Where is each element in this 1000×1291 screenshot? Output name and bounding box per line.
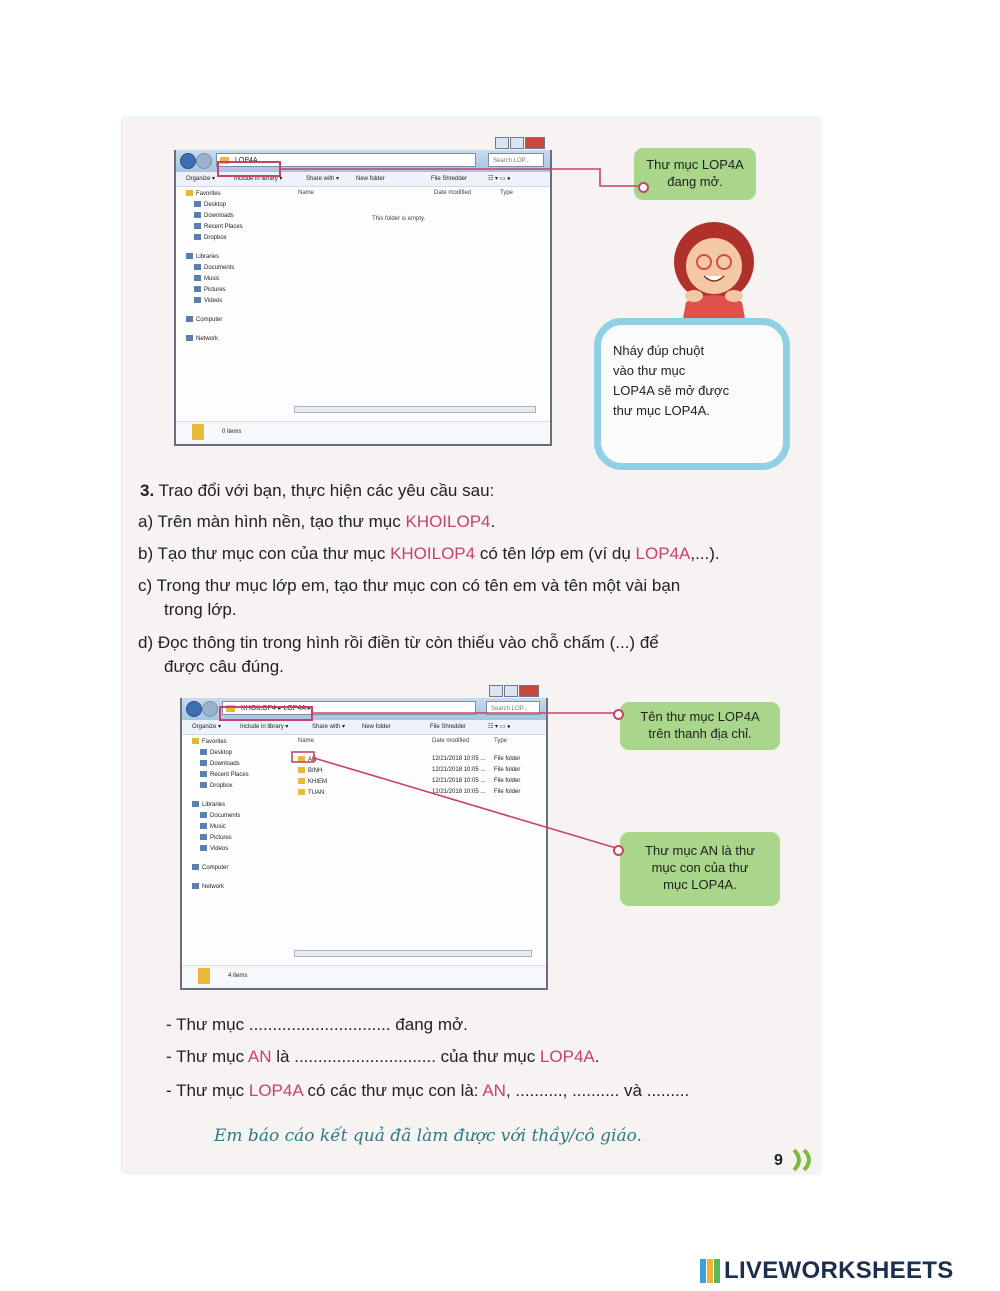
new-folder-button[interactable]: New folder [362,724,391,730]
highlight-khoilop4: KHOILOP4 [405,512,491,531]
sidebar-item-label: Pictures [204,287,226,293]
task-d-line2: được câu đúng. [164,657,284,676]
column-type[interactable]: Type [500,190,514,196]
sidebar-item-label: Dropbox [204,235,227,241]
footer-note: Em báo cáo kết quả đã làm được với thầy/cô giáo. [214,1126,642,1146]
folder-date: 12/21/2018 10:05 ... [432,778,486,784]
folder-icon [192,883,199,889]
sidebar-item-label: Favorites [202,739,227,745]
folder-type: File folder [494,778,521,784]
sidebar-item-label: Videos [210,846,229,852]
task-c-line1: c) Trong thư mục lớp em, tạo thư mục con có tên em và tên một vài bạn [138,576,681,595]
address-text: LOP4A [235,157,258,164]
task-d-line1: d) Đọc thông tin trong hình rồi điền từ còn thiếu vào chỗ chấm (...) để [138,633,659,652]
folder-name: AN [308,757,317,763]
column-date-modified[interactable]: Date modified [434,190,472,196]
fill-text: và [619,1081,647,1100]
file-shredder-button[interactable]: File Shredder [431,176,468,182]
fill-text: , [562,1081,573,1100]
callout-subfolder-an [620,832,780,906]
sidebar-item-label: Libraries [202,802,226,808]
girl-character-illustration [664,214,764,324]
new-folder-button[interactable]: New folder [356,176,385,182]
column-name[interactable]: Name [298,738,315,744]
sidebar-item-label: Pictures [210,835,232,841]
connector-dot [613,845,624,856]
folder-type: File folder [494,767,521,773]
sidebar-item-label: Downloads [204,213,234,219]
fill-text: là [271,1047,295,1066]
folder-name: KHIEM [308,779,328,785]
column-name[interactable]: Name [298,190,315,196]
task-a-end: . [490,512,496,531]
liveworksheets-logo-icon [700,1259,720,1283]
folder-date: 12/21/2018 10:05 ... [432,767,486,773]
share-with-menu[interactable]: Share with ▾ [312,724,346,730]
brand-text: LIVEWORKSHEETS [724,1257,954,1284]
highlight-khoilop4: KHOILOP4 [390,544,476,563]
highlight-lop4a: LOP4A [248,1081,303,1100]
bubble-line: LOP4A sẽ mở được [613,383,730,398]
callout-line: mục LOP4A. [663,877,737,892]
sidebar-item-label: Recent Places [210,772,249,778]
folder-name: TUAN [308,790,325,796]
bubble-line: vào thư mục [613,363,686,378]
fill-text: có các thư mục con là: [302,1081,483,1100]
task-a-text: a) Trên màn hình nền, tạo thư mục [138,512,406,531]
task-heading [140,480,494,502]
fill-line-2 [166,1046,599,1068]
item-count: 4 items [228,973,248,979]
callout-line: đang mở. [667,174,723,189]
task-number: 3. [140,481,155,500]
highlight-lop4a: LOP4A [635,544,691,563]
task-b [138,543,720,565]
sidebar-item-label: Computer [196,317,223,323]
column-date-modified[interactable]: Date modified [432,738,470,744]
callout-line: Thư mục LOP4A [646,157,744,172]
file-shredder-button[interactable]: File Shredder [430,724,467,730]
folder-date: 12/21/2018 10:05 ... [432,789,486,795]
task-b-text: b) Tạo thư mục con của thư mục [138,544,391,563]
callout-line: mục con của thư [651,860,749,875]
task-c-line2: trong lớp. [164,600,237,619]
sidebar-item-label: Network [202,884,225,890]
speech-bubble [594,318,790,470]
column-type[interactable]: Type [494,738,508,744]
page-number: 9 [774,1152,783,1169]
sidebar-item-label: Desktop [204,202,227,208]
fill-text: - Thư mục [166,1047,248,1066]
task-heading-text: Trao đổi với bạn, thực hiện các yêu cầu sau: [158,481,495,500]
folder-type: File folder [494,789,521,795]
fill-line-3 [166,1080,689,1102]
fill-text: . [594,1047,600,1066]
item-count: 0 items [222,429,242,435]
include-library-menu[interactable]: Include in library ▾ [240,724,289,730]
callout-line: Tên thư mục LOP4A [640,709,760,724]
status-bar [182,965,546,988]
task-b-end: ,...). [690,544,720,563]
callout-line: Thư mục AN là thư [645,843,755,858]
fill-line-1 [166,1014,468,1036]
sidebar-item-label: Downloads [210,761,240,767]
sidebar-item-label: Desktop [210,750,233,756]
folder-icon [192,424,204,440]
highlight-lop4a: LOP4A [539,1047,595,1066]
answer-blank[interactable]: ......... [646,1081,690,1100]
sidebar-item-label: Favorites [196,191,221,197]
highlight-an: AN [247,1047,272,1066]
include-library-menu[interactable]: Include in library ▾ [234,176,283,182]
folder-name: BINH [308,768,323,774]
horizontal-scrollbar[interactable] [294,950,532,957]
address-text: KHOILOP4 ▸ LOP4A ▸ [241,705,312,712]
page-number-decoration [790,1146,816,1174]
connector-dot [638,182,649,193]
sidebar-item-label: Documents [204,265,235,271]
callout-address-bar [620,702,780,750]
fill-text: - Thư mục [166,1081,249,1100]
fill-text: , [505,1081,516,1100]
highlight-an: AN [482,1081,506,1100]
status-bar [176,421,550,444]
sidebar-item-label: Music [204,276,220,282]
liveworksheets-logo [700,1257,954,1285]
sidebar-item-network[interactable] [192,883,224,890]
answer-blank[interactable]: .............................. [294,1047,436,1066]
search-input[interactable]: Search LOP... [486,701,540,715]
sidebar-item-label: Network [196,336,219,342]
sidebar-item-label: Documents [210,813,241,819]
callout-line: trên thanh địa chỉ. [648,726,752,741]
share-with-menu[interactable]: Share with ▾ [306,176,340,182]
bubble-line: Nháy đúp chuột [613,343,705,358]
empty-folder-message: This folder is empty. [372,216,426,222]
answer-blank[interactable]: .......... [572,1081,620,1100]
answer-blank[interactable]: .......... [515,1081,563,1100]
answer-blank[interactable]: .............................. [248,1015,391,1034]
fill-text: đang mở. [390,1015,468,1034]
fill-text: - Thư mục [166,1015,249,1034]
sidebar-item-label: Libraries [196,254,220,260]
sidebar-item-label: Videos [204,298,223,304]
organize-menu[interactable]: Organize ▾ [192,724,222,730]
view-icon[interactable]: ☷ ▾ ▭ ● [488,724,511,730]
task-b-mid: có tên lớp em (ví dụ [475,544,636,563]
search-input[interactable]: Search LOP... [488,153,544,167]
fill-text: của thư mục [435,1047,540,1066]
folder-type: File folder [494,756,521,762]
bubble-line: thư mục LOP4A. [613,403,710,418]
organize-menu[interactable]: Organize ▾ [186,176,216,182]
sidebar-item-label: Recent Places [204,224,243,230]
view-icon[interactable]: ☷ ▾ ▭ ● [488,176,511,182]
folder-date: 12/21/2018 10:05 ... [432,756,486,762]
folder-icon [198,968,210,984]
sidebar-item-label: Computer [202,865,229,871]
sidebar-item-label: Dropbox [210,783,233,789]
connector-dot [613,709,624,720]
task-a [138,511,495,533]
textbook-page [122,118,820,1173]
sidebar-item-label: Music [210,824,226,830]
